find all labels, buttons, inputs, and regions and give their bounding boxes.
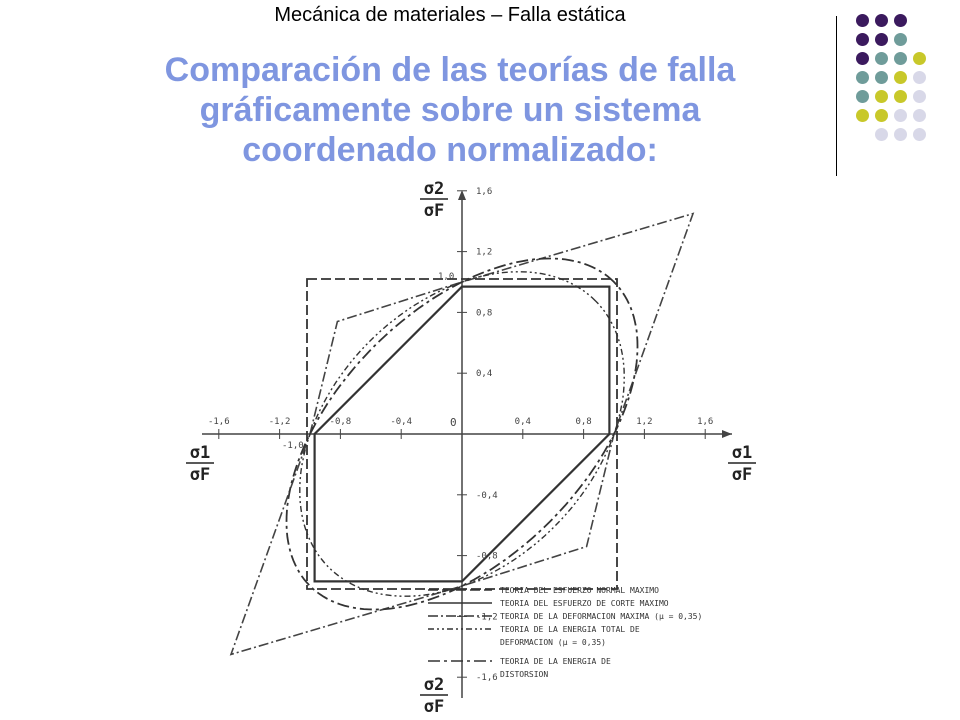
legend-label: TEORIA DE LA DEFORMACION MAXIMA (μ = 0,35): [500, 612, 703, 621]
legend-label: DEFORMACION (μ = 0,35): [500, 638, 606, 647]
legend-label: DISTORSION: [500, 670, 549, 679]
legend-label: TEORIA DE LA ENERGIA TOTAL DE: [500, 625, 640, 634]
x-axis-label-right: [728, 443, 756, 485]
slide-title-line-1: Comparación de las teorías de falla: [164, 51, 736, 89]
decorative-dot: [875, 90, 888, 103]
x-neg-one-label: -1,0: [282, 441, 304, 451]
x-tick-label: -1,2: [268, 417, 291, 427]
x-axis-label-left-numerator: σ1: [189, 443, 211, 463]
legend: [428, 586, 702, 679]
decorative-dot-grid: [850, 14, 950, 154]
decorative-dot: [856, 90, 869, 103]
x-axis-label-right-numerator: σ1: [731, 443, 753, 463]
y-axis-label-top: [420, 180, 448, 221]
origin-label: 0: [450, 416, 457, 429]
slide-title: [80, 50, 820, 170]
y-tick-label: 1,6: [476, 186, 493, 197]
decorative-dot: [856, 14, 869, 27]
y-axis-label-bottom: [420, 675, 448, 716]
y-one-label: 1,0: [438, 272, 455, 282]
x-tick-label: 0,8: [575, 417, 592, 427]
decorative-dot: [894, 71, 907, 84]
y-tick-label: 1,2: [476, 247, 493, 258]
decorative-dot: [894, 90, 907, 103]
decorative-dot: [913, 52, 926, 65]
decorative-dot: [875, 71, 888, 84]
x-axis-label-right-denominator: σF: [731, 465, 753, 485]
decorative-dot: [894, 109, 907, 122]
legend-label: TEORIA DE LA ENERGIA DE: [500, 657, 611, 666]
decorative-divider: [836, 16, 837, 176]
decorative-dot: [913, 71, 926, 84]
legend-label: TEORIA DEL ESFUERZO NORMAL MAXIMO: [500, 586, 659, 595]
decorative-dot: [875, 128, 888, 141]
decorative-dot: [913, 109, 926, 122]
x-axis-label-left-denominator: σF: [189, 465, 211, 485]
decorative-dot: [856, 33, 869, 46]
decorative-dot: [856, 71, 869, 84]
legend-label: TEORIA DEL ESFUERZO DE CORTE MAXIMO: [500, 599, 669, 608]
x-tick-label: 1,2: [636, 417, 653, 427]
y-axis-label-bottom-denominator: σF: [423, 697, 445, 716]
decorative-dot: [856, 109, 869, 122]
x-axis-label-left: [186, 443, 214, 485]
x-tick-label: -0,4: [390, 417, 413, 427]
x-tick-label: 1,6: [697, 417, 714, 427]
y-tick-label: -0,4: [476, 490, 498, 501]
y-tick-label: -1,2: [476, 612, 498, 623]
y-axis-label-top-denominator: σF: [423, 201, 445, 221]
decorative-dot: [875, 33, 888, 46]
x-axis-arrow: [722, 430, 732, 438]
y-tick-label: 0,4: [476, 369, 493, 380]
decorative-dot: [913, 90, 926, 103]
y-tick-label: 0,8: [476, 308, 493, 319]
x-tick-label: -1,6: [207, 417, 230, 427]
decorative-dot: [894, 33, 907, 46]
course-title: Mecánica de materiales – Falla estática: [274, 4, 626, 26]
x-tick-label: -0,8: [329, 417, 352, 427]
decorative-dot: [875, 109, 888, 122]
decorative-dot: [894, 52, 907, 65]
decorative-dot: [856, 52, 869, 65]
decorative-dot: [894, 14, 907, 27]
y-axis-label-top-numerator: σ2: [423, 180, 445, 199]
slide-title-line-3: coordenado normalizado:: [242, 131, 658, 169]
decorative-dot: [875, 52, 888, 65]
failure-theories-diagram: [180, 180, 760, 716]
y-tick-label: -1,6: [476, 673, 498, 684]
decorative-dot: [894, 128, 907, 141]
decorative-dot: [875, 14, 888, 27]
x-tick-label: 0,4: [514, 417, 531, 427]
tick-labels-group: [186, 180, 756, 716]
y-axis-arrow: [458, 190, 466, 200]
spacer: [462, 282, 614, 434]
y-tick-label: -0,8: [476, 551, 498, 562]
decorative-dot: [913, 128, 926, 141]
y-axis-label-bottom-numerator: σ2: [423, 675, 445, 695]
slide-title-line-2: gráficamente sobre un sistema: [199, 91, 701, 129]
